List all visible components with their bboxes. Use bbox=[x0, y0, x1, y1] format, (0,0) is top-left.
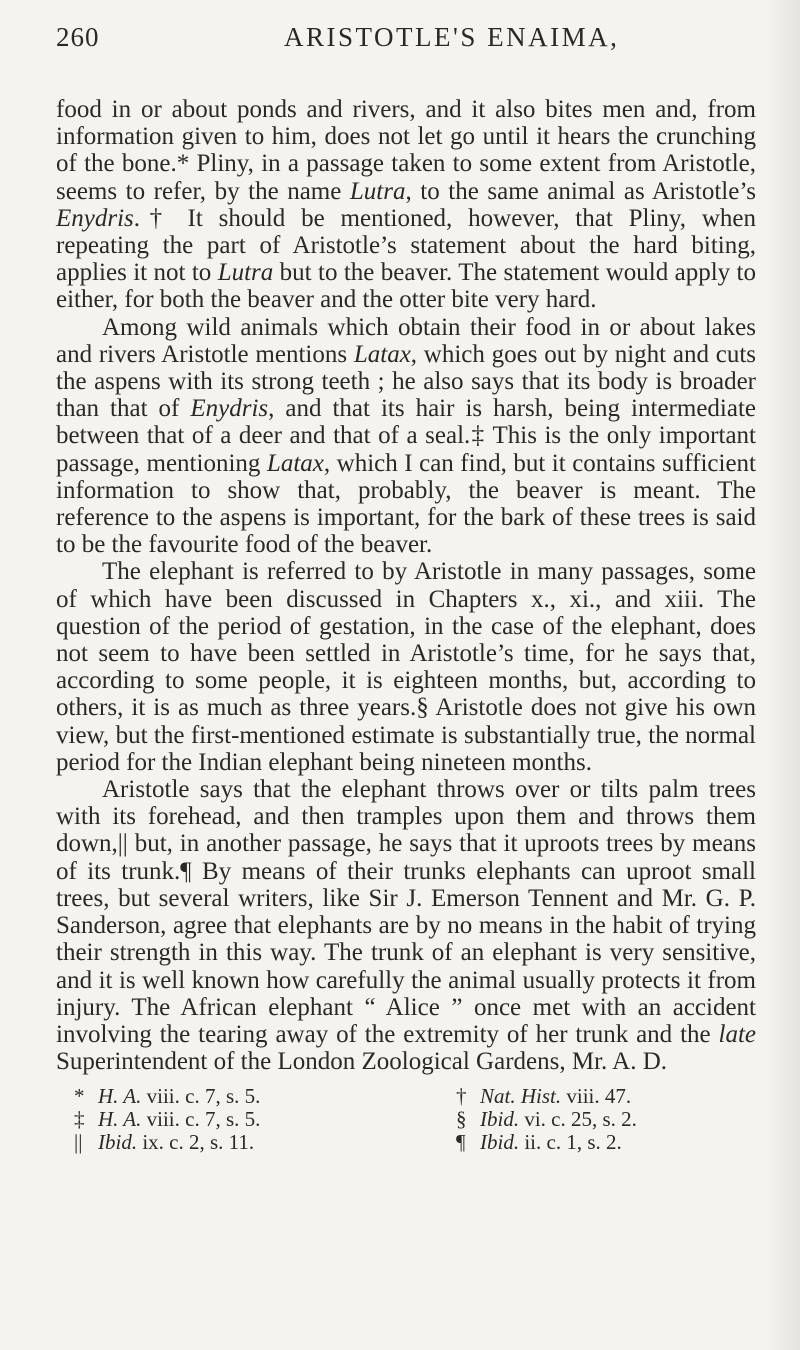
page-edge-shadow bbox=[766, 0, 800, 1350]
footnote-location: ix. c. 2, s. 11. bbox=[137, 1130, 255, 1155]
footnote-marker: † bbox=[456, 1084, 467, 1109]
text-segment: Aristotle says that the elephant throws over or tilts palm trees with its forehead, and then tramples upon them and throws them down,|| but, in another passage, he says that it uproots trees by means of its trunk.¶ By means of their trunks elephants can uproot small trees, but several writers, like Sir J. Emerson Tennent and Mr. G. P. Sanderson, agree that elephants are by no means in the habit of trying their strength in this way. The trunk of an elephant is very sensitive, and it is well known how carefully the animal usually protects it from injury. The African elephant “ Alice ” once met with an accident involving the tearing away of the extremity of her trunk and the bbox=[56, 776, 756, 1048]
book-page bbox=[56, 20, 756, 1330]
footnote-location: viii. c. 7, s. 5. bbox=[141, 1107, 261, 1132]
footnote-reference: H. A. bbox=[98, 1084, 142, 1109]
footnote bbox=[456, 1085, 774, 1108]
italic-term: Enydris bbox=[56, 204, 134, 232]
text-segment: , to the same animal as Aristotle’s bbox=[405, 177, 757, 205]
running-head bbox=[56, 20, 756, 66]
page-number: 260 bbox=[56, 22, 100, 52]
footnote-location: viii. 47. bbox=[561, 1084, 632, 1109]
text-segment: The elephant is referred to by Aristotle in many passages, some of which have been discussed in Chapters x., xi., and xiii. The question of the period of gestation, in the case of the elephant, does not seem to have been settled in Aristotle’s time, for he says that, according to some people, it is eighteen months, but, according to others, it is as much as three years.§ Aristotle does not give his own view, but the first-mentioned estimate is substantially true, the normal period for the Indian elephant being nineteen months. bbox=[56, 558, 756, 776]
paragraph bbox=[56, 776, 756, 1075]
footnote bbox=[456, 1108, 774, 1131]
text-segment: but to the beaver. The statement would apply to either, for both the beaver and the otter bite very hard. bbox=[56, 259, 756, 314]
footnote bbox=[74, 1108, 456, 1131]
paragraph bbox=[56, 558, 756, 776]
footnote-marker: ‡ bbox=[74, 1107, 85, 1132]
italic-term: Latax bbox=[266, 449, 324, 477]
text-segment: .† It should be mentioned, however, that Pliny, when repeating the part of Aristotle’s statement about the hard biting, applies it not to bbox=[56, 204, 756, 287]
footnote-marker: ¶ bbox=[456, 1130, 466, 1155]
text-segment: food in or about ponds and rivers, and it also bites men and, from information given to him, does not let go until it hears the crunching of the bone.* Pliny, in a passage taken to some extent from Aristotle, seems to refer, by the name bbox=[56, 96, 756, 205]
italic-term: late bbox=[718, 1020, 756, 1048]
italic-term: Enydris bbox=[190, 395, 269, 423]
footnote-location: vi. c. 25, s. 2. bbox=[519, 1107, 637, 1132]
footnotes bbox=[56, 1085, 756, 1154]
footnote-marker: § bbox=[456, 1107, 467, 1132]
footnote-marker: || bbox=[74, 1130, 83, 1155]
italic-term: Latax bbox=[353, 340, 411, 368]
footnote-reference: Ibid. bbox=[98, 1130, 138, 1155]
footnote-reference: H. A. bbox=[98, 1107, 142, 1132]
footnote bbox=[74, 1085, 456, 1108]
text-segment: Among wild animals which obtain their food in or about lakes and rivers Aristotle mentions bbox=[56, 313, 756, 368]
body-text bbox=[56, 96, 756, 1075]
footnote-marker: * bbox=[74, 1084, 85, 1109]
paragraph bbox=[56, 314, 756, 559]
footnote-reference: Ibid. bbox=[480, 1107, 520, 1132]
footnote bbox=[456, 1131, 774, 1154]
footnote-location: ii. c. 1, s. 2. bbox=[519, 1130, 622, 1155]
text-segment: , which I can find, but it contains sufficient information to show that, probably, the beaver is meant. The reference to the aspens is important, for the bark of these trees is said to be the favourite food of the beaver. bbox=[56, 449, 756, 559]
paragraph bbox=[56, 96, 756, 314]
italic-term: Lutra bbox=[349, 177, 406, 205]
footnote-location: viii. c. 7, s. 5. bbox=[141, 1084, 261, 1109]
text-segment: , and that its hair is harsh, being intermediate between that of a deer and that of a seal.‡ This is the only important passage, mentioning bbox=[56, 395, 756, 477]
italic-term: Lutra bbox=[217, 259, 274, 287]
footnote bbox=[74, 1131, 456, 1154]
footnote-reference: Ibid. bbox=[480, 1130, 520, 1155]
footnote-reference: Nat. Hist. bbox=[480, 1084, 562, 1109]
text-segment: , which goes out by night and cuts the aspens with its strong teeth ; he also says that its body is broader than that of bbox=[56, 340, 756, 423]
running-title: ARISTOTLE'S ΕΝΑΙΜΑ, bbox=[284, 22, 620, 52]
text-segment: Superintendent of the London Zoological Gardens, Mr. A. D. bbox=[56, 1048, 667, 1076]
